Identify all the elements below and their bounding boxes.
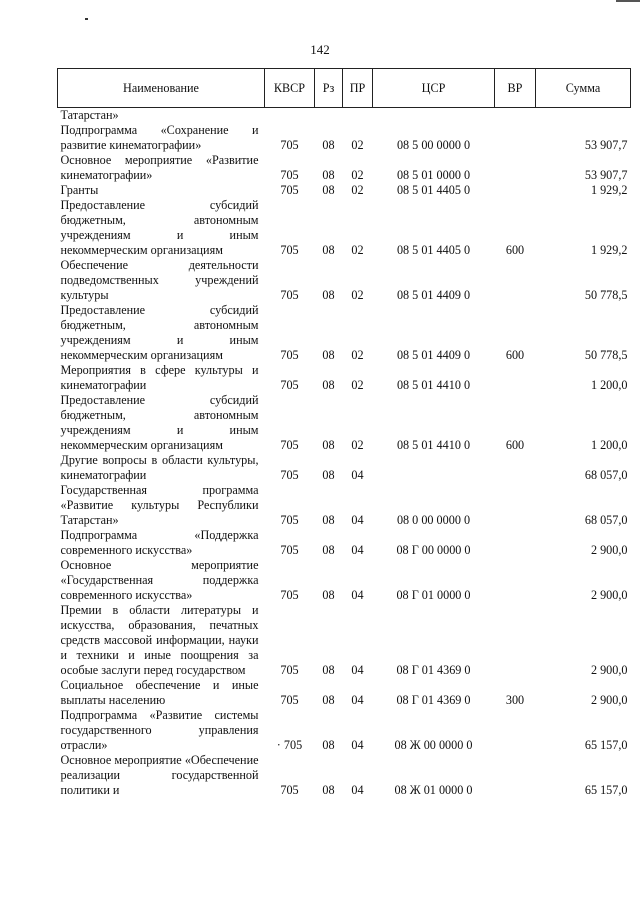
cell-vr xyxy=(495,153,536,183)
table-row xyxy=(58,108,631,124)
cell-sum: 68 057,0 xyxy=(584,513,628,527)
cell-csr: 08 Г 01 4369 0 xyxy=(396,663,471,677)
cell-vr xyxy=(495,123,536,153)
cell-rz: 08 xyxy=(322,543,335,557)
cell-sum: 2 900,0 xyxy=(590,693,628,707)
cell-pr: 02 xyxy=(351,348,364,362)
cell-vr xyxy=(495,483,536,528)
cell-name: Предоставление субсидий бюджетным, автономным учреждениям и иным некоммерческим организациям xyxy=(60,303,259,362)
cell-csr: 08 5 01 0000 0 xyxy=(396,168,471,182)
cell-csr: 08 5 01 4410 0 xyxy=(396,438,471,452)
cell-pr: 04 xyxy=(351,663,364,677)
cell-sum: 1 200,0 xyxy=(590,438,628,452)
cell-sum: 2 900,0 xyxy=(590,663,628,677)
cell-rz: 08 xyxy=(322,513,335,527)
cell-csr: 08 5 01 4409 0 xyxy=(396,348,471,362)
table-row xyxy=(58,198,631,258)
table-row xyxy=(58,678,631,708)
cell-name: Предоставление субсидий бюджетным, автономным учреждениям и иным некоммерческим организациям xyxy=(60,198,259,257)
cell-kvsr: 705 xyxy=(280,243,299,257)
budget-table xyxy=(57,68,631,798)
cell-vr: 600 xyxy=(505,243,525,257)
cell-pr: 02 xyxy=(351,183,364,197)
page-number: 142 xyxy=(310,42,330,57)
table-row xyxy=(58,153,631,183)
cell-sum: 65 157,0 xyxy=(584,738,628,752)
cell-vr xyxy=(495,528,536,558)
cell-name: Мероприятия в сфере культуры и кинематографии xyxy=(60,363,259,392)
cell-kvsr: 705 xyxy=(280,513,299,527)
cell-name: Основное мероприятие «Государственная поддержка современного искусства» xyxy=(60,558,259,602)
cell-sum: 65 157,0 xyxy=(584,783,628,797)
cell-sum: 1 929,2 xyxy=(590,243,628,257)
cell-csr: 08 Г 00 0000 0 xyxy=(396,543,471,557)
cell-vr xyxy=(495,258,536,303)
header-vr: ВР xyxy=(495,69,536,108)
cell-kvsr: 705 xyxy=(280,783,299,797)
cell-sum: 50 778,5 xyxy=(584,348,628,362)
cell-name: Обеспечение деятельности подведомственных учреждений культуры xyxy=(60,258,259,302)
cell-csr: 08 5 01 4405 0 xyxy=(396,183,471,197)
cell-kvsr: 705 xyxy=(280,543,299,557)
cell-kvsr: 705 xyxy=(280,468,299,482)
cell-kvsr: 705 xyxy=(280,168,299,182)
cell-csr xyxy=(373,453,495,483)
cell-csr: 08 0 00 0000 0 xyxy=(396,513,471,527)
cell-pr: 02 xyxy=(351,243,364,257)
cell-name: Социальное обеспечение и иные выплаты населению xyxy=(60,678,259,707)
cell-name: Татарстан» xyxy=(60,108,119,122)
cell-pr: 04 xyxy=(351,738,364,752)
cell-kvsr: 705 xyxy=(280,693,299,707)
table-row xyxy=(58,558,631,603)
table-row xyxy=(58,453,631,483)
header-pr: ПР xyxy=(343,69,373,108)
cell-pr: 04 xyxy=(351,783,364,797)
cell-vr: 600 xyxy=(505,348,525,362)
cell-vr xyxy=(495,108,536,124)
cell-rz: 08 xyxy=(322,168,335,182)
cell-csr: 08 Г 01 4369 0 xyxy=(396,693,471,707)
header-rz: Рз xyxy=(315,69,343,108)
cell-pr: 04 xyxy=(351,693,364,707)
cell-pr: 04 xyxy=(351,468,364,482)
cell-kvsr: 705 xyxy=(280,663,299,677)
cell-pr: 04 xyxy=(351,588,364,602)
cell-pr: 04 xyxy=(351,513,364,527)
cell-rz: 08 xyxy=(322,378,335,392)
cell-kvsr: 705 xyxy=(280,438,299,452)
cell-rz: 08 xyxy=(322,138,335,152)
cell-vr xyxy=(495,603,536,678)
cell-rz: 08 xyxy=(322,663,335,677)
cell-name: Подпрограмма «Поддержка современного искусства» xyxy=(60,528,259,557)
cell-csr: 08 5 01 4405 0 xyxy=(396,243,471,257)
cell-csr: 08 Ж 00 0000 0 xyxy=(394,738,473,752)
cell-name: Основное мероприятие «Развитие кинематографии» xyxy=(60,153,259,182)
cell-pr: 04 xyxy=(351,543,364,557)
cell-name: Подпрограмма «Развитие системы государственного управления отрасли» xyxy=(60,708,259,752)
header-sum: Сумма xyxy=(536,69,631,108)
cell-rz: 08 xyxy=(322,243,335,257)
cell-csr: 08 Г 01 0000 0 xyxy=(396,588,471,602)
cell-pr: 02 xyxy=(351,378,364,392)
header-kvsr: КВСР xyxy=(265,69,315,108)
table-row xyxy=(58,258,631,303)
table-row xyxy=(58,483,631,528)
table-row xyxy=(58,603,631,678)
cell-kvsr: 705 xyxy=(280,588,299,602)
cell-csr: 08 5 01 4409 0 xyxy=(396,288,471,302)
cell-rz: 08 xyxy=(322,348,335,362)
cell-kvsr: 705 xyxy=(280,288,299,302)
cell-vr xyxy=(495,453,536,483)
table-row xyxy=(58,393,631,453)
cell-kvsr: 705 xyxy=(280,183,299,197)
table-row xyxy=(58,708,631,753)
cell-sum: 50 778,5 xyxy=(584,288,628,302)
cell-name: Другие вопросы в области культуры, кинематографии xyxy=(60,453,259,482)
cell-pr: 02 xyxy=(351,438,364,452)
cell-rz: 08 xyxy=(322,183,335,197)
table-body xyxy=(58,108,631,799)
cell-vr xyxy=(495,753,536,798)
table-row xyxy=(58,303,631,363)
cell-kvsr: · 705 xyxy=(276,738,303,752)
cell-name: Основное мероприятие «Обеспечение реализации государственной политики и xyxy=(60,753,259,797)
cell-csr: 08 5 01 4410 0 xyxy=(396,378,471,392)
cell-name: Предоставление субсидий бюджетным, автономным учреждениям и иным некоммерческим организациям xyxy=(60,393,259,452)
cell-kvsr xyxy=(265,108,315,124)
table-row xyxy=(58,363,631,393)
cell-rz: 08 xyxy=(322,738,335,752)
cell-sum: 1 929,2 xyxy=(590,183,628,197)
cell-rz: 08 xyxy=(322,288,335,302)
cell-pr: 02 xyxy=(351,168,364,182)
cell-vr xyxy=(495,183,536,198)
table-header xyxy=(58,69,631,108)
cell-name: Премии в области литературы и искусства, образования, печатных средств массовой информации, науки и техники и иные поощрения за особые заслуги перед государством xyxy=(60,603,259,677)
cell-name: Подпрограмма «Сохранение и развитие кинематографии» xyxy=(60,123,259,152)
cell-vr xyxy=(495,558,536,603)
cell-kvsr: 705 xyxy=(280,138,299,152)
cell-sum: 53 907,7 xyxy=(584,168,628,182)
cell-vr: 600 xyxy=(505,438,525,452)
cell-sum: 1 200,0 xyxy=(590,378,628,392)
table-row xyxy=(58,183,631,198)
cell-sum: 68 057,0 xyxy=(584,468,628,482)
cell-rz: 08 xyxy=(322,438,335,452)
cell-pr xyxy=(343,108,373,124)
cell-vr: 300 xyxy=(505,693,525,707)
table-row xyxy=(58,753,631,798)
cell-rz xyxy=(315,108,343,124)
cell-vr xyxy=(495,363,536,393)
header-name: Наименование xyxy=(58,69,265,108)
cell-pr: 02 xyxy=(351,288,364,302)
cell-sum: 2 900,0 xyxy=(590,543,628,557)
cell-sum xyxy=(536,108,631,124)
cell-rz: 08 xyxy=(322,588,335,602)
scan-corner-mark xyxy=(616,0,640,5)
header-csr: ЦСР xyxy=(373,69,495,108)
cell-sum: 2 900,0 xyxy=(590,588,628,602)
cell-kvsr: 705 xyxy=(280,348,299,362)
cell-csr: 08 Ж 01 0000 0 xyxy=(394,783,473,797)
table-row xyxy=(58,528,631,558)
cell-name: Гранты xyxy=(60,183,99,197)
cell-pr: 02 xyxy=(351,138,364,152)
cell-kvsr: 705 xyxy=(280,378,299,392)
cell-csr xyxy=(373,108,495,124)
cell-csr: 08 5 00 0000 0 xyxy=(396,138,471,152)
cell-rz: 08 xyxy=(322,783,335,797)
cell-rz: 08 xyxy=(322,468,335,482)
table-row xyxy=(58,123,631,153)
cell-vr xyxy=(495,708,536,753)
cell-rz: 08 xyxy=(322,693,335,707)
cell-sum: 53 907,7 xyxy=(584,138,628,152)
cell-name: Государственная программа «Развитие культуры Республики Татарстан» xyxy=(60,483,259,527)
scan-speck xyxy=(85,18,88,20)
